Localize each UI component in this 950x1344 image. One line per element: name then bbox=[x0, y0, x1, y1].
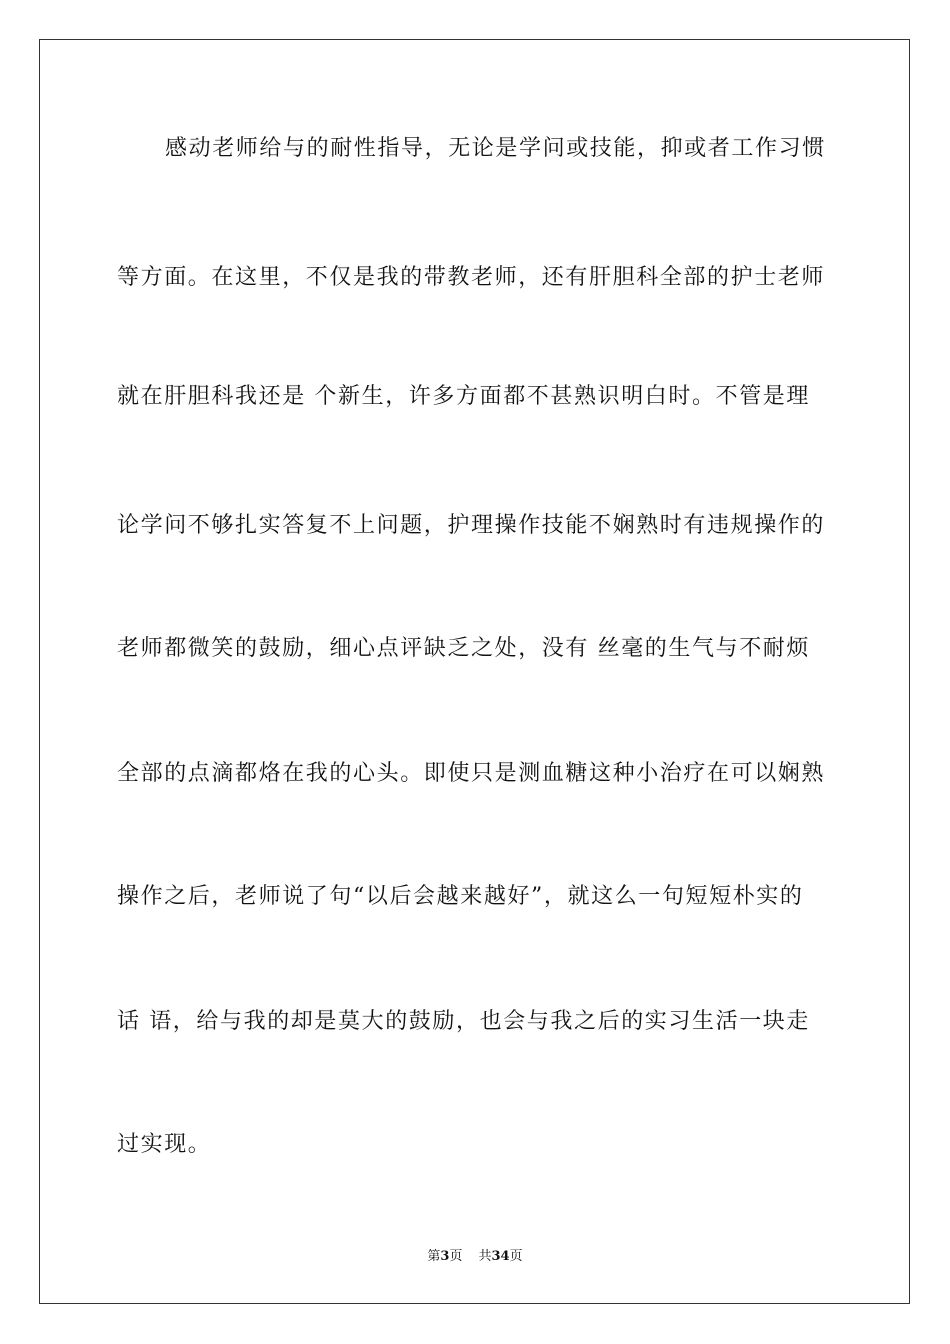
paragraph-line-9: 过实现。 bbox=[117, 1132, 212, 1157]
paragraph-line-7: 操作之后，老师说了句“以后会越来越好”，就这么一句短短朴实的 bbox=[117, 884, 804, 909]
paragraph-line-2: 等方面。在这里，不仅是我的带教老师，还有肝胆科全部的护士老师 bbox=[117, 265, 826, 290]
page-frame bbox=[39, 39, 910, 1304]
total-pages: 34 bbox=[491, 1249, 510, 1264]
paragraph-line-5: 老师都微笑的鼓励，细心点评缺乏之处，没有 丝毫的生气与不耐烦 bbox=[117, 636, 810, 661]
page-number: 3 bbox=[440, 1249, 450, 1264]
page-suffix: 页 bbox=[449, 1249, 463, 1264]
paragraph-line-8: 话 语，给与我的却是莫大的鼓励，也会与我之后的实习生活一块走 bbox=[117, 1009, 810, 1034]
total-suffix: 页 bbox=[509, 1249, 523, 1264]
total-prefix: 共 bbox=[478, 1249, 492, 1264]
paragraph-line-3: 就在肝胆科我还是 个新生，许多方面都不甚熟识明白时。不管是理 bbox=[117, 384, 810, 409]
paragraph-line-4: 论学问不够扎实答复不上问题，护理操作技能不娴熟时有违规操作的 bbox=[117, 513, 826, 538]
paragraph-line-6: 全部的点滴都烙在我的心头。即使只是测血糖这种小治疗在可以娴熟 bbox=[117, 761, 826, 786]
paragraph-line-1: 感动老师给与的耐性指导，无论是学问或技能，抑或者工作习惯 bbox=[165, 136, 826, 161]
page-footer bbox=[0, 1248, 950, 1266]
page-prefix: 第 bbox=[427, 1249, 441, 1264]
